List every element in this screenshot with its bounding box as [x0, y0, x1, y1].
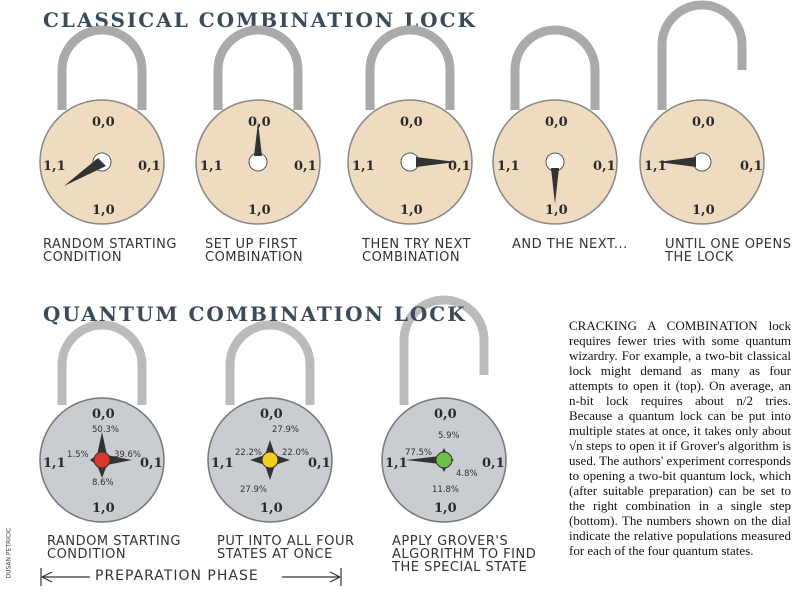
quantum-step-label: RANDOM STARTING CONDITION: [47, 534, 181, 562]
dial-label-top: 0,0: [248, 115, 271, 130]
preparation-phase-label: PREPARATION PHASE: [95, 568, 259, 584]
classical-step-label: UNTIL ONE OPENS THE LOCK: [665, 237, 792, 265]
quantum-state-dot: [94, 452, 110, 468]
dial-label-left: 1,1: [497, 159, 520, 174]
dial-label-right: 0,1: [740, 159, 763, 174]
pct-left: 22.2%: [235, 448, 263, 458]
shackle: [230, 325, 310, 405]
dial-label-top: 0,0: [692, 115, 715, 130]
dial-label-right: 0,1: [593, 159, 616, 174]
classical-step-label: THEN TRY NEXT COMBINATION: [362, 237, 472, 265]
dial-label-top: 0,0: [260, 407, 283, 422]
dial-label-top: 0,0: [545, 115, 568, 130]
classical-title: CLASSICAL COMBINATION LOCK: [43, 8, 477, 32]
dial-label-left: 1,1: [43, 159, 66, 174]
pct-right: 4.8%: [456, 469, 478, 479]
dial-label-right: 0,1: [294, 159, 317, 174]
dial-label-left: 1,1: [352, 159, 375, 174]
dial-label-bottom: 1,0: [400, 203, 423, 218]
dial-label-top: 0,0: [92, 115, 115, 130]
dial-label-bottom: 1,0: [692, 203, 715, 218]
dial-label-bottom: 1,0: [248, 203, 271, 218]
classical-step-label: RANDOM STARTING CONDITION: [43, 237, 177, 265]
pct-left: 77.5%: [405, 448, 433, 458]
dial-label-bottom: 1,0: [434, 501, 457, 516]
pct-right: 22.0%: [282, 448, 310, 458]
dial-label-left: 1,1: [43, 456, 66, 471]
shackle-open: [662, 5, 742, 110]
dial-label-right: 0,1: [138, 159, 161, 174]
shackle: [62, 30, 142, 110]
quantum-state-dot: [436, 452, 452, 468]
artist-credit: DUSAN PETRICIC: [5, 527, 13, 579]
quantum-step-label: APPLY GROVER'S ALGORITHM TO FIND THE SPECIAL STATE: [392, 534, 537, 575]
pct-bottom: 27.9%: [240, 485, 268, 495]
shackle: [370, 30, 450, 110]
dial-label-bottom: 1,0: [260, 501, 283, 516]
dial-label-top: 0,0: [400, 115, 423, 130]
dial-label-left: 1,1: [211, 456, 234, 471]
dial-label-right: 0,1: [308, 456, 331, 471]
shackle: [62, 325, 142, 405]
figure-caption: [569, 318, 791, 558]
quantum-title: QUANTUM COMBINATION LOCK: [43, 302, 467, 326]
dial-label-right: 0,1: [140, 456, 163, 471]
dial-label-right: 0,1: [448, 159, 471, 174]
caption-body: lock requires fewer tries with some quantum wizardry. For example, a two-bit classical lock might demand as many as four attempts to open it (top). On average, an n-bit lock requires about n/2 tries. Because a quantum lock can be put into multiple states at once, it takes only about √n steps to open it if Grover's algorithm is used. The authors' experiment corresponds to opening a two-bit quantum lock, which (after suitable preparation) can be set to the right combination in a single step (bottom). The numbers shown on the dial indicate the relative populations measured for each of the four quantum states.: [569, 318, 791, 558]
quantum-lock-1: [40, 325, 164, 522]
dial-label-bottom: 1,0: [545, 203, 568, 218]
shackle: [218, 30, 298, 110]
dial-label-bottom: 1,0: [92, 501, 115, 516]
dial-label-bottom: 1,0: [92, 203, 115, 218]
pct-top: 50.3%: [92, 425, 120, 435]
pct-top: 27.9%: [272, 425, 300, 435]
classical-step-label: AND THE NEXT...: [512, 237, 628, 252]
pct-top: 5.9%: [438, 431, 460, 441]
classical-step-label: SET UP FIRST COMBINATION: [205, 237, 304, 265]
dial-label-left: 1,1: [200, 159, 223, 174]
dial-label-left: 1,1: [644, 159, 667, 174]
caption-heading: CRACKING A COMBINATION: [569, 318, 758, 333]
quantum-state-dot: [262, 452, 278, 468]
pct-bottom: 8.6%: [92, 478, 114, 488]
pct-right: 39.6%: [114, 450, 142, 460]
shackle: [515, 30, 595, 110]
dial-label-left: 1,1: [385, 456, 408, 471]
dial-label-top: 0,0: [92, 407, 115, 422]
quantum-step-label: PUT INTO ALL FOUR STATES AT ONCE: [217, 534, 355, 562]
quantum-lock-2: [208, 325, 332, 522]
pct-left: 1.5%: [67, 450, 89, 460]
dial-label-right: 0,1: [482, 456, 505, 471]
dial-label-top: 0,0: [434, 407, 457, 422]
pct-bottom: 11.8%: [432, 485, 460, 495]
